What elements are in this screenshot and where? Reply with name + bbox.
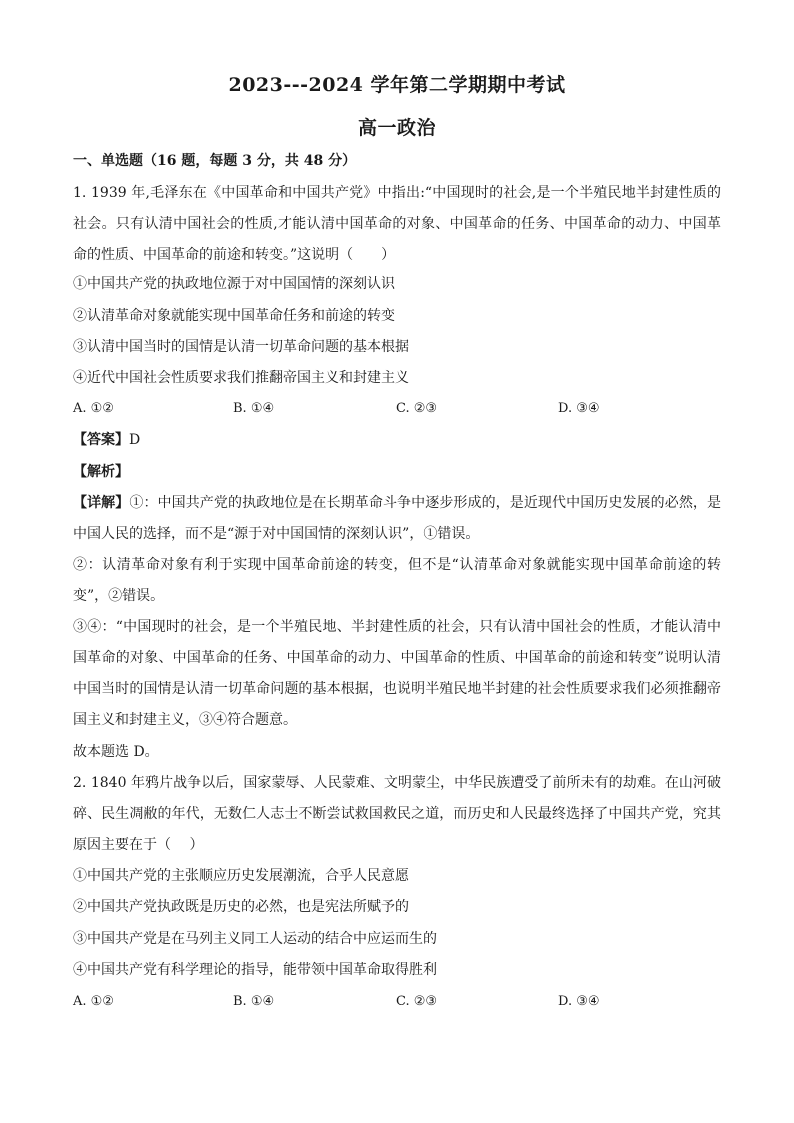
q1-option-c: C. ②③ bbox=[396, 401, 438, 416]
q2-option-d: D. ③④ bbox=[558, 994, 600, 1009]
exam-title: 2023---2024 学年第二学期期中考试 bbox=[228, 74, 566, 96]
q1-statement-4: ④近代中国社会性质要求我们推翻帝国主义和封建主义 bbox=[73, 370, 409, 386]
detail-1-text: ①：中国共产党的执政地位是在长期革命斗争中逐步形成的，是近现代中国历史发展的必然，是中国人民的选择，而不是“源于对中国国情的深刻认识”，①错误。 bbox=[73, 495, 722, 542]
q1-conclusion: 故本题选 D。 bbox=[73, 744, 159, 760]
answer-tag: 【答案】 bbox=[73, 432, 129, 448]
section-heading: 一、单选题（16 题，每题 3 分，共 48 分） bbox=[73, 153, 357, 169]
q1-option-a: A. ①② bbox=[73, 401, 114, 416]
q1-statement-1: ①中国共产党的执政地位源于对中国国情的深刻认识 bbox=[73, 276, 395, 292]
q2-option-b: B. ①④ bbox=[233, 994, 275, 1009]
q1-statement-2: ②认清革命对象就能实现中国革命任务和前途的转变 bbox=[73, 308, 395, 324]
q2-statement-3: ③中国共产党是在马列主义同工人运动的结合中应运而生的 bbox=[73, 931, 437, 947]
answer-value: D bbox=[129, 432, 141, 448]
question-2-stem: 2. 1840 年鸦片战争以后，国家蒙辱、人民蒙难、文明蒙尘，中华民族遭受了前所未有的劫难。在山河破碎、民生凋敝的年代，无数仁人志士不断尝试救国救民之道，而历史和人民最终选择了中国共产党，究其原因主要在于（ ） bbox=[73, 775, 721, 853]
q1-analysis-tag: 【解析】 bbox=[73, 464, 129, 480]
question-1-stem: 1. 1939 年,毛泽东在《中国革命和中国共产党》中指出:“中国现时的社会,是一个半殖民地半封建性质的社会。只有认清中国社会的性质,才能认清中国革命的对象、中国革命的任务、中国革命的动力、中国革命的性质、中国革命的前途和转变。”这说明（ ） bbox=[73, 185, 721, 263]
q2-statement-2: ②中国共产党执政既是历史的必然，也是宪法所赋予的 bbox=[73, 899, 409, 915]
q1-detail-1 bbox=[73, 488, 721, 550]
q2-statement-1: ①中国共产党的主张顺应历史发展潮流，合乎人民意愿 bbox=[73, 868, 409, 884]
q2-option-c: C. ②③ bbox=[396, 994, 438, 1009]
subject-title: 高一政治 bbox=[357, 117, 436, 139]
q1-option-b: B. ①④ bbox=[233, 401, 275, 416]
q1-answer bbox=[73, 430, 140, 450]
detail-tag: 【详解】 bbox=[73, 495, 130, 511]
q2-statement-4: ④中国共产党有科学理论的指导，能带领中国革命取得胜利 bbox=[73, 962, 437, 978]
q1-statement-3: ③认清中国当时的国情是认清一切革命问题的基本根据 bbox=[73, 339, 409, 355]
q1-detail-3: ③④：“中国现时的社会，是一个半殖民地、半封建性质的社会，只有认清中国社会的性质，才能认清中国革命的对象、中国革命的任务、中国革命的动力、中国革命的性质、中国革命的前途和转变”说明认清中国当时的国情是认清一切革命问题的基本根据，也说明半殖民地半封建的社会性质要求我们必须推翻帝国主义和封建主义，③④符合题意。 bbox=[73, 619, 721, 728]
q1-detail-2: ②：认清革命对象有利于实现中国革命前途的转变，但不是“认清革命对象就能实现中国革命前途的转变”，②错误。 bbox=[73, 557, 721, 604]
q1-option-d: D. ③④ bbox=[558, 401, 600, 416]
q2-option-a: A. ①② bbox=[73, 994, 114, 1009]
